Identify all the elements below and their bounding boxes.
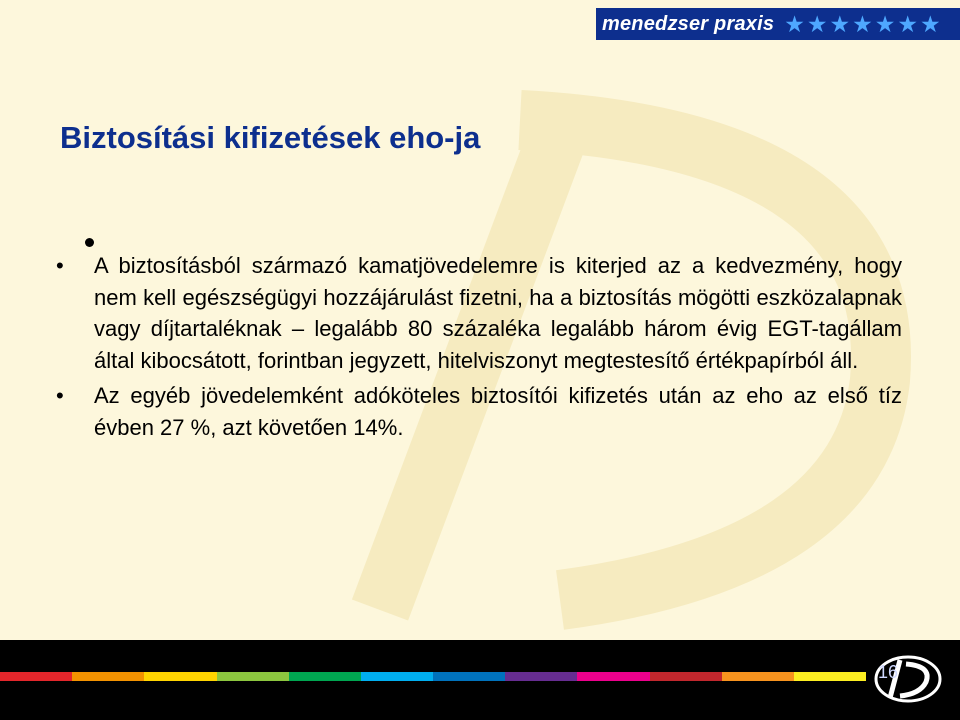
color-strip-segment [289,672,361,681]
star-icon: ★ [919,10,941,37]
star-icon: ★ [829,10,851,37]
color-strip-segment [217,672,289,681]
color-strip-segment [722,672,794,681]
color-strip-segment [361,672,433,681]
page-number: 16 [878,662,899,682]
star-icon: ★ [874,10,896,37]
bullet-item: • Az egyéb jövedelemként adóköteles biztosítói kifizetés után az eho az első tíz évben 27 %, azt követően 14%. [56,380,902,443]
slide-title: Biztosítási kifizetések eho-ja [60,120,481,155]
star-icon: ★ [897,10,918,37]
color-strip-segment [0,672,72,681]
star-icon: ★ [852,10,873,37]
brand-bar [0,0,960,40]
color-strip-segment [72,672,144,681]
brand-logo [596,8,960,40]
star-icon: ★ [784,10,805,37]
color-strip-segment [433,672,505,681]
color-strip [0,672,866,681]
color-strip-segment [794,672,866,681]
star-icon: ★ [806,10,828,37]
brand-name: menedzser praxis [602,12,775,35]
bullet-item: • A biztosításból származó kamatjövedelemre is kiterjed az a kedvezmény, hogy nem kell egészségügyi hozzájárulást fizetni, ha a biztosítás mögötti eszközalapnak vagy díjtartaléknak – legalább 80 százaléka legalább három évig EGT-tagállam által kibocsátott, forintban jegyzett, hitelviszonyt megtestesítő értékpapírból áll. [56,250,902,376]
color-strip-segment [144,672,216,681]
color-strip-segment [505,672,577,681]
bullet-list [56,228,902,443]
empty-bullet-marker [85,238,94,247]
rating-stars [784,10,942,37]
color-strip-segment [650,672,722,681]
color-strip-segment [577,672,649,681]
